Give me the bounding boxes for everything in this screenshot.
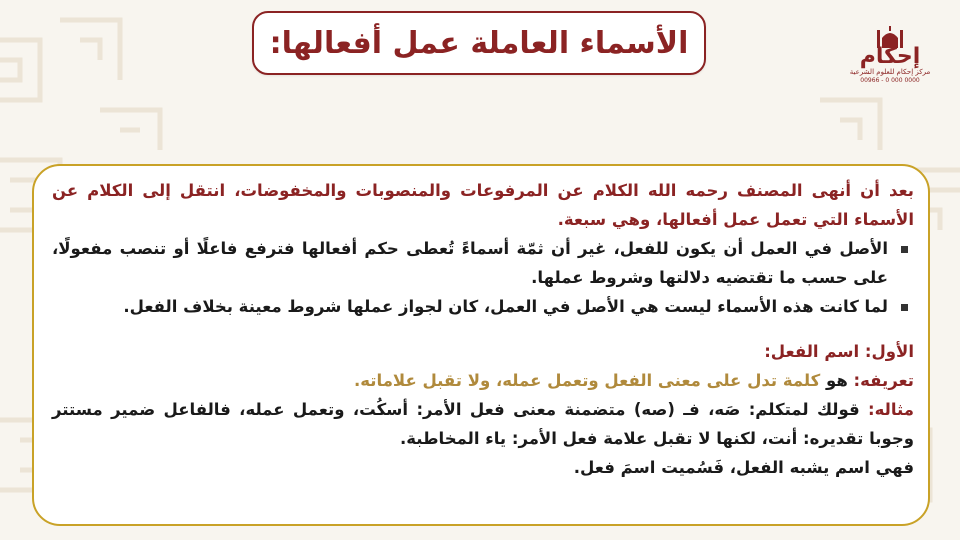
- definition-pre: هو: [820, 371, 854, 390]
- definition-line: [52, 366, 914, 395]
- definition-body: كلمة تدل على معنى الفعل وتعمل عمله، ولا تقبل علاماته.: [354, 371, 821, 390]
- title-box: [252, 11, 706, 75]
- bullet-item: [52, 292, 914, 321]
- square-bullet-icon: [901, 304, 908, 311]
- logo-subtitle: مركز إحكام للعلوم الشرعية: [849, 68, 931, 76]
- logo-phone: 00966 - 0 000 0000: [860, 77, 920, 84]
- square-bullet-icon: [901, 246, 908, 253]
- example-paragraph: [52, 395, 914, 453]
- example-body: قولك لمتكلم: صَه، فـ (صه) متضمنة معنى فعل الأمر: أسكُت، وتعمل عمله، فالفاعل ضمير مستتر وجوبا تقديره: أنت، لكنها لا تقبل علامة فعل الأمر: ياء المخاطبة.: [52, 400, 914, 448]
- logo-name: إحكام: [859, 44, 921, 69]
- bullet-text: لما كانت هذه الأسماء ليست هي الأصل في العمل، كان لجواز عملها شروط معينة بخلاف الفعل.: [123, 297, 888, 316]
- bullet-list: [52, 234, 914, 321]
- definition-label: تعريفه:: [853, 371, 914, 390]
- bullet-text: الأصل في العمل أن يكون للفعل، غير أن ثمّة أسماءً تُعطى حكم أفعالها فترفع فاعلًا أو تنصب مفعولًا، على حسب ما تقتضيه دلالتها وشروط عملها.: [52, 239, 888, 287]
- logo: [850, 26, 930, 96]
- content-box: [32, 164, 930, 526]
- section-heading: الأول: اسم الفعل:: [764, 342, 914, 361]
- page-title: الأسماء العاملة عمل أفعالها:: [269, 25, 689, 61]
- example-label: مثاله:: [868, 400, 914, 419]
- intro-paragraph: بعد أن أنهى المصنف رحمه الله الكلام عن المرفوعات والمنصوبات والمخفوضات، انتقل إلى الكلام عن الأسماء التي تعمل عمل أفعالها، وهي سبعة.: [52, 181, 914, 229]
- bullet-item: [52, 234, 914, 292]
- conclusion-line: فهي اسم يشبه الفعل، فَسُميت اسمَ فعل.: [573, 458, 914, 477]
